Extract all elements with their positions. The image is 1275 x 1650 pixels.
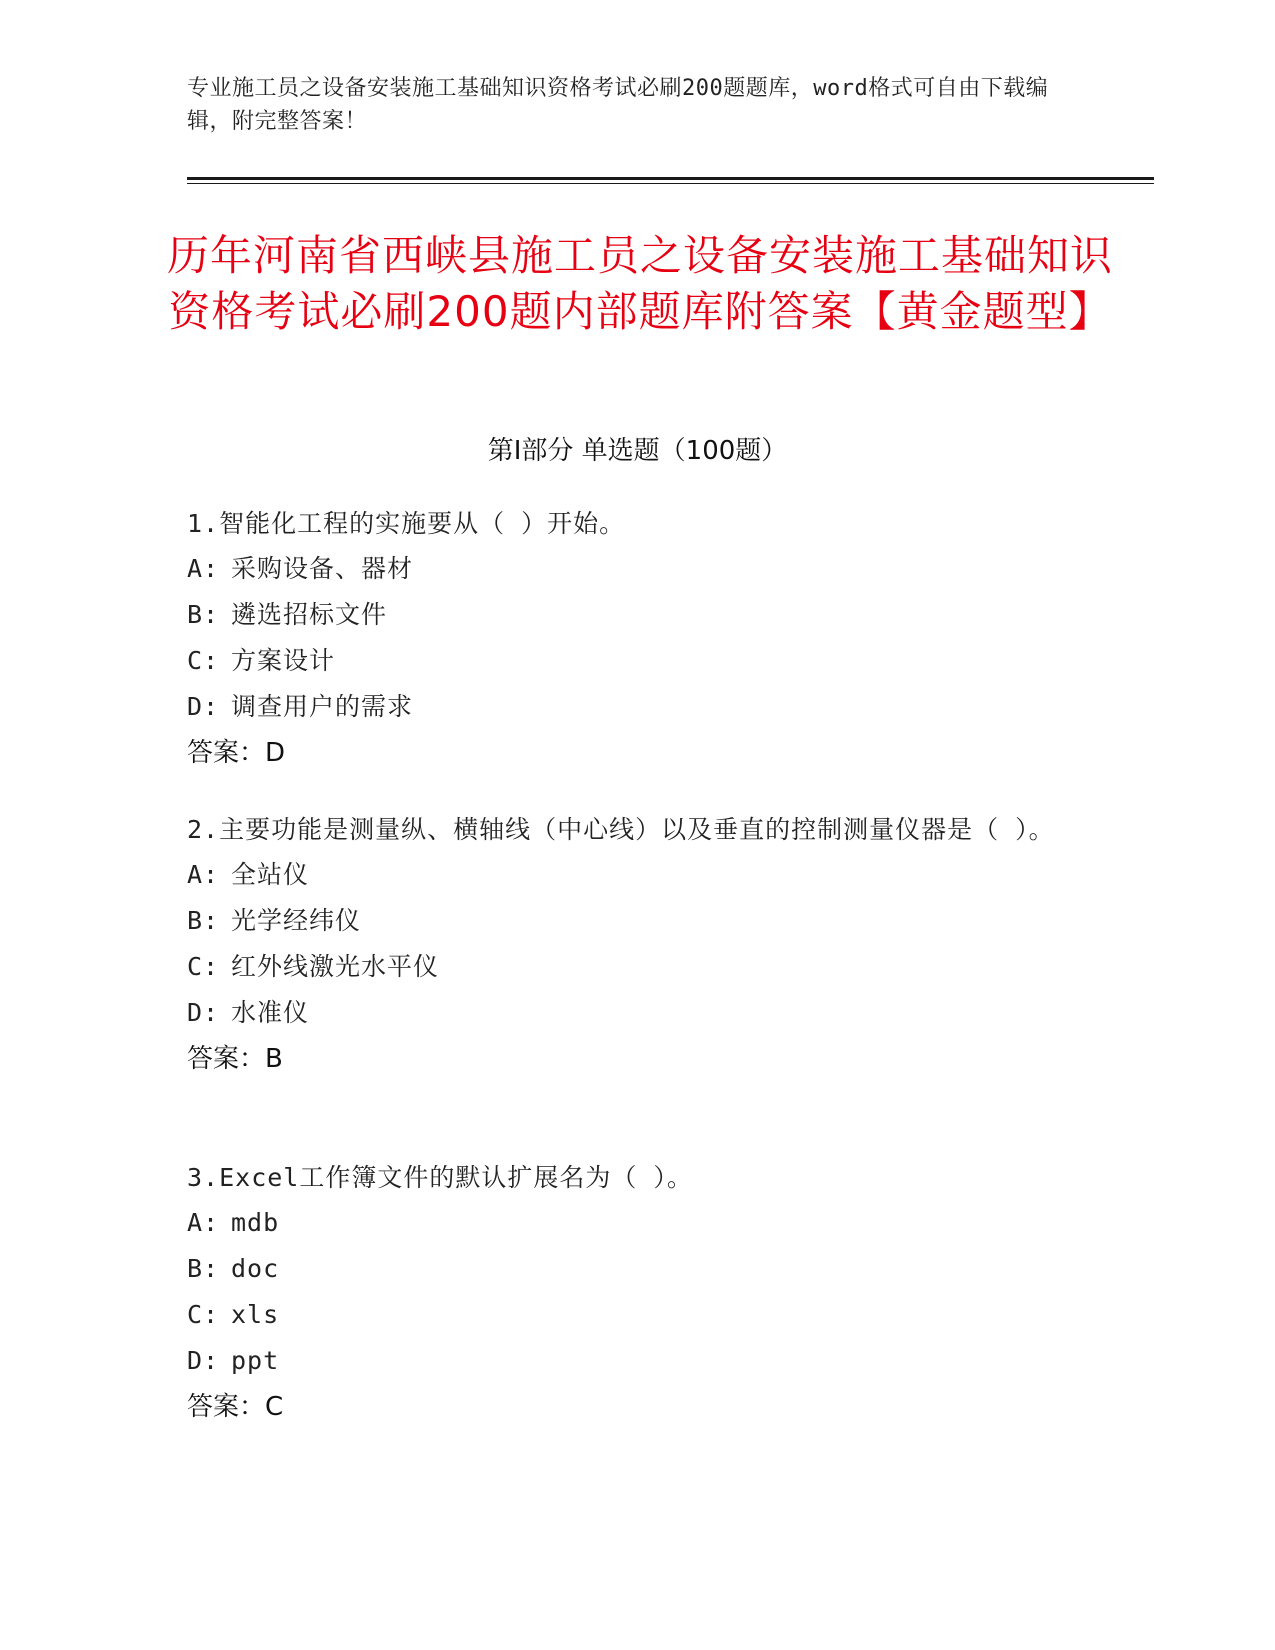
- option-key: C:: [187, 646, 220, 675]
- option-key: D:: [187, 1346, 220, 1375]
- option-b: [187, 592, 1067, 638]
- document-title: 历年河南省西峡县施工员之设备安装施工基础知识资格考试必刷200题内部题库附答案【黄金题型】: [166, 231, 1113, 336]
- option-key: C:: [187, 1300, 220, 1329]
- option-b: [187, 898, 1067, 944]
- option-c: [187, 638, 1067, 684]
- option-d: [187, 990, 1067, 1036]
- option-text: 方案设计: [231, 646, 336, 675]
- option-text: ppt: [231, 1346, 280, 1375]
- option-key: A:: [187, 1208, 220, 1237]
- option-text: 采购设备、器材: [231, 554, 414, 583]
- option-text: 光学经纬仪: [231, 906, 362, 935]
- answer: 答案：C: [187, 1392, 284, 1422]
- question-text: 1.智能化工程的实施要从（ ）开始。: [187, 509, 626, 538]
- option-text: mdb: [231, 1208, 280, 1237]
- option-key: D:: [187, 998, 220, 1027]
- option-key: B:: [187, 906, 220, 935]
- option-text: 水准仪: [231, 998, 310, 1027]
- option-b: [187, 1246, 1067, 1292]
- option-key: A:: [187, 860, 220, 889]
- question-text: 3.Excel工作簿文件的默认扩展名为（ ）。: [187, 1163, 693, 1192]
- option-text: 调查用户的需求: [231, 692, 414, 721]
- header-note: 专业施工员之设备安装施工基础知识资格考试必刷200题题库，word格式可自由下载编辑，附完整答案！: [187, 76, 1049, 134]
- option-c: [187, 944, 1067, 990]
- question-text: 2.主要功能是测量纵、横轴线（中心线）以及垂直的控制测量仪器是（ ）。: [187, 815, 1055, 844]
- option-text: 红外线激光水平仪: [231, 952, 440, 981]
- option-d: [187, 1338, 1067, 1384]
- option-text: xls: [231, 1300, 280, 1329]
- option-key: B:: [187, 1254, 220, 1283]
- option-key: A:: [187, 554, 220, 583]
- option-key: B:: [187, 600, 220, 629]
- option-c: [187, 1292, 1067, 1338]
- section-heading: 第Ⅰ部分 单选题（100题）: [487, 436, 788, 466]
- option-key: D:: [187, 692, 220, 721]
- option-text: 全站仪: [231, 860, 310, 889]
- option-text: doc: [231, 1254, 280, 1283]
- option-a: [187, 1200, 1067, 1246]
- option-a: [187, 546, 1067, 592]
- option-d: [187, 684, 1067, 730]
- option-a: [187, 852, 1067, 898]
- header-divider-thin: [187, 183, 1154, 184]
- option-key: C:: [187, 952, 220, 981]
- answer: 答案：D: [187, 738, 286, 768]
- question-3: [187, 1156, 1067, 1430]
- option-text: 遴选招标文件: [231, 600, 388, 629]
- answer: 答案：B: [187, 1044, 283, 1074]
- question-2: [187, 808, 1067, 1082]
- question-1: [187, 502, 1067, 776]
- header-divider-thick: [187, 177, 1154, 180]
